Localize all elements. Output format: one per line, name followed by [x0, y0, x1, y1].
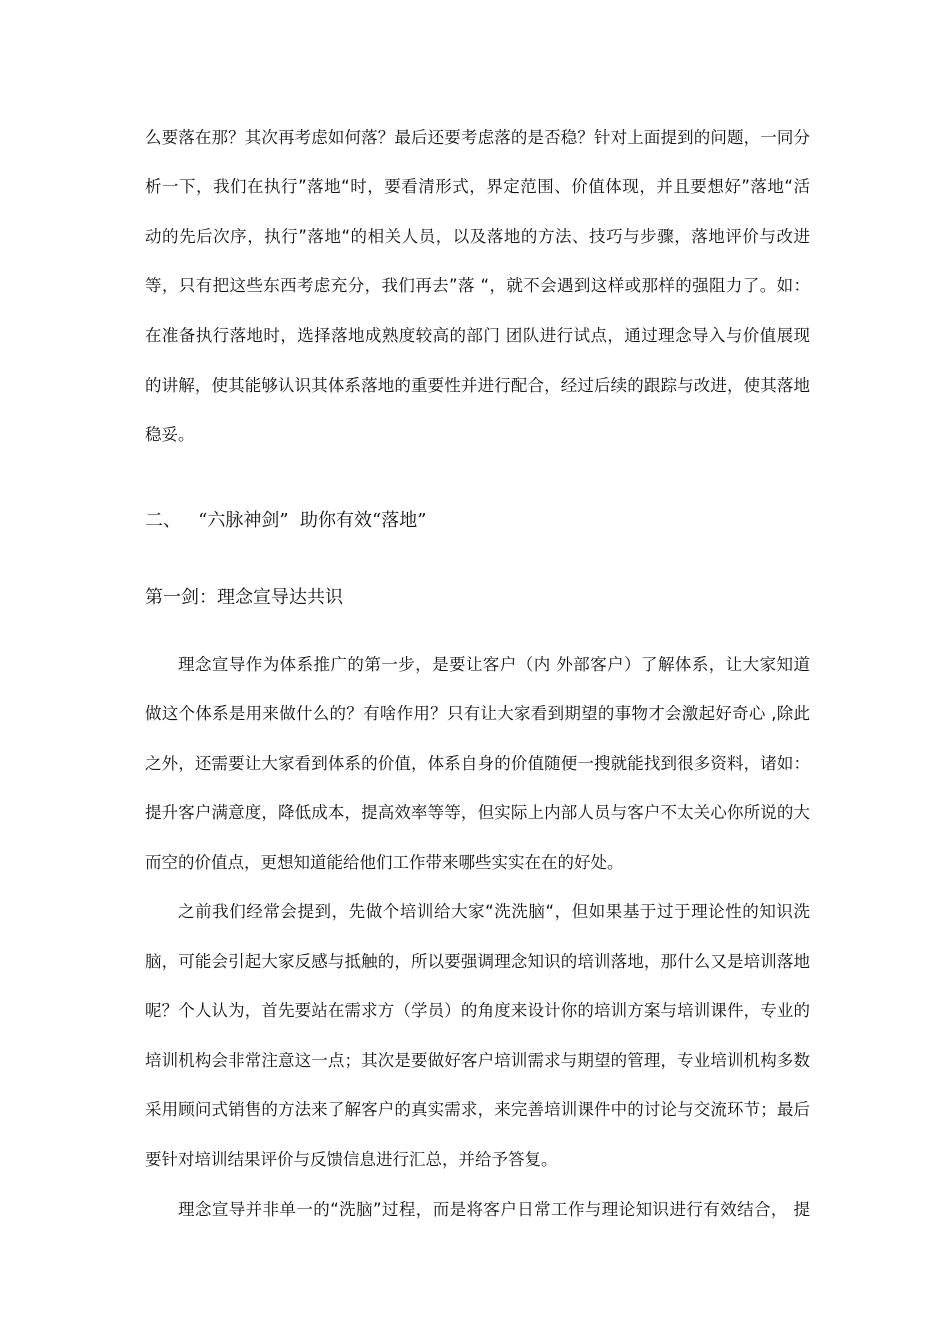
paragraph-2-line-2: 做这个体系是用来做什么的？有啥作用？只有让大家看到期望的事物才会激起好奇心 ,除此	[145, 704, 810, 723]
paragraph-1-line-4: 等，只有把这些东西考虑充分，我们再去”落 “，就不会遇到这样或那样的强阻力了。如：	[145, 276, 810, 295]
paragraph-1-line-1: 么要落在那？其次再考虑如何落？最后还要考虑落的是否稳？针对上面提到的问题，一同分	[145, 128, 810, 147]
section-heading: 二、 “六脉神剑” 助你有效“落地”	[145, 510, 427, 531]
paragraph-3-line-3: 呢？个人认为，首先要站在需求方（学员）的角度来设计你的培训方案与培训课件，专业的	[145, 1001, 810, 1020]
paragraph-1-line-2: 析一下，我们在执行”落地“时，要看清形式，界定范围、价值体现，并且要想好”落地“活	[145, 177, 810, 196]
paragraph-2-line-5: 而空的价值点，更想知道能给他们工作带来哪些实实在在的好处。	[145, 853, 624, 872]
paragraph-1-line-7: 稳妥。	[145, 425, 195, 444]
paragraph-1-line-5: 在准备执行落地时，选择落地成熟度较高的部门 团队进行试点，通过理念导入与价值展现	[145, 326, 810, 345]
paragraph-3-line-4: 培训机构会非常注意这一点；其次是要做好客户培训需求与期望的管理，专业培训机构多数	[145, 1051, 810, 1070]
paragraph-3-line-5: 采用顾问式销售的方法来了解客户的真实需求，来完善培训课件中的讨论与交流环节；最后	[145, 1100, 810, 1119]
paragraph-1-line-6: 的讲解，使其能够认识其体系落地的重要性并进行配合，经过后续的跟踪与改进，使其落地	[145, 376, 810, 395]
paragraph-2-line-3: 之外，还需要让大家看到体系的价值，体系自身的价值随便一搜就能找到很多资料，诸如：	[145, 754, 810, 773]
paragraph-3-line-6: 要针对培训结果评价与反馈信息进行汇总，并给予答复。	[145, 1150, 558, 1169]
paragraph-1-line-3: 动的先后次序，执行”落地“的相关人员，以及落地的方法、技巧与步骤，落地评价与改进	[145, 227, 810, 246]
sub-heading: 第一剑：理念宣导达共识	[145, 587, 343, 608]
paragraph-4-line-1: 理念宣导并非单一的“洗脑”过程，而是将客户日常工作与理论知识进行有效结合， 提	[178, 1200, 810, 1219]
paragraph-3-line-1: 之前我们经常会提到，先做个培训给大家“洗洗脑“，但如果基于过于理论性的知识洗	[178, 902, 810, 921]
paragraph-3-line-2: 脑，可能会引起大家反感与抵触的，所以要强调理念知识的培训落地，那什么又是培训落地	[145, 952, 810, 971]
paragraph-2-line-4: 提升客户满意度，降低成本，提高效率等等，但实际上内部人员与客户不太关心你所说的大	[145, 803, 810, 822]
paragraph-2-line-1: 理念宣导作为体系推广的第一步，是要让客户（内 外部客户）了解体系，让大家知道	[178, 655, 810, 674]
